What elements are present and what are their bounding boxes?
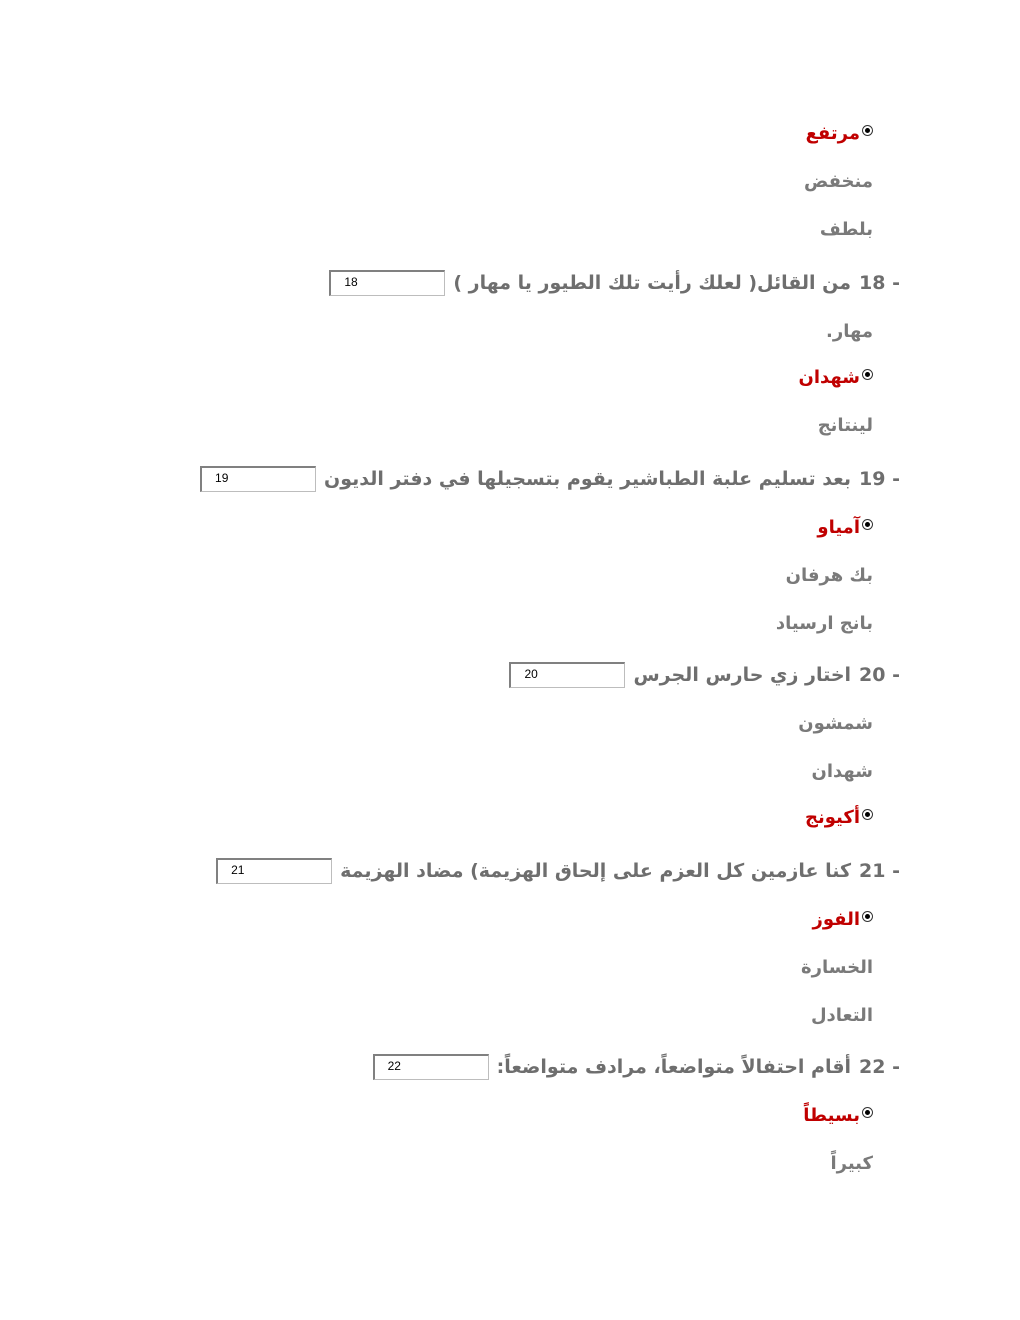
answer-option[interactable] <box>776 608 873 638</box>
option-label: لينتانج <box>817 414 873 436</box>
radio-dot-icon <box>865 914 870 919</box>
option-label: الخسارة <box>801 956 873 978</box>
question-number: 20 - <box>859 664 900 686</box>
answer-option[interactable] <box>806 118 873 148</box>
question-number: 18 - <box>859 272 900 294</box>
question-row <box>200 464 900 494</box>
option-label: بلطف <box>819 218 873 240</box>
radio-dot-icon <box>865 1110 870 1115</box>
option-label: مهار. <box>826 320 873 342</box>
question-row <box>509 660 900 690</box>
option-label: بانج ارسياد <box>775 612 873 634</box>
radio-selected-icon[interactable] <box>862 911 873 922</box>
answer-input[interactable]: 21 <box>216 858 332 884</box>
option-label: شهدان <box>811 760 873 782</box>
answer-option[interactable] <box>811 1000 873 1030</box>
option-label: مرتفع <box>805 122 860 144</box>
answer-option[interactable] <box>818 410 873 440</box>
option-label: بسيطاً <box>803 1104 860 1126</box>
option-label: أكيونج <box>804 806 860 828</box>
question-number: 21 - <box>859 860 900 882</box>
question-text: أقام احتفالاً متواضعاً، مرادف متواضعاً: <box>496 1056 852 1078</box>
radio-dot-icon <box>865 522 870 527</box>
answer-option[interactable] <box>801 952 873 982</box>
option-label: التعادل <box>810 1004 873 1026</box>
question-number: 19 - <box>859 468 900 490</box>
answer-option[interactable] <box>812 904 873 934</box>
answer-option[interactable] <box>820 214 873 244</box>
radio-selected-icon[interactable] <box>862 125 873 136</box>
question-text: كنا عازمين كل العزم على إلحاق الهزيمة) مضاد الهزيمة <box>340 860 852 882</box>
answer-option[interactable] <box>805 802 873 832</box>
answer-option[interactable] <box>786 560 873 590</box>
option-label: كبيراً <box>830 1152 873 1174</box>
option-label: آمياو <box>817 516 860 538</box>
answer-input[interactable]: 19 <box>200 466 316 492</box>
answer-input[interactable]: 22 <box>373 1054 489 1080</box>
answer-option[interactable] <box>811 756 873 786</box>
question-row <box>373 1052 900 1082</box>
radio-selected-icon[interactable] <box>862 519 873 530</box>
radio-selected-icon[interactable] <box>862 1107 873 1118</box>
radio-dot-icon <box>865 812 870 817</box>
answer-option[interactable] <box>826 316 873 346</box>
answer-input[interactable]: 18 <box>329 270 445 296</box>
radio-dot-icon <box>865 128 870 133</box>
answer-option[interactable] <box>830 1148 873 1178</box>
radio-selected-icon[interactable] <box>862 809 873 820</box>
answer-option[interactable] <box>803 1100 873 1130</box>
option-label: منخفض <box>804 170 873 192</box>
question-row <box>329 268 900 298</box>
answer-input[interactable]: 20 <box>509 662 625 688</box>
question-row <box>216 856 900 886</box>
option-label: شهدان <box>798 366 860 388</box>
question-text: من القائل( لعلك رأيت تلك الطيور يا مهار ) <box>453 272 852 294</box>
option-label: بك هرفان <box>785 564 873 586</box>
radio-dot-icon <box>865 372 870 377</box>
option-label: الفوز <box>812 908 860 930</box>
answer-option[interactable] <box>798 362 873 392</box>
question-number: 22 - <box>859 1056 900 1078</box>
answer-option[interactable] <box>817 512 873 542</box>
question-text: بعد تسليم علبة الطباشير يقوم بتسجيلها في دفتر الديون <box>324 468 852 490</box>
radio-selected-icon[interactable] <box>862 369 873 380</box>
answer-option[interactable] <box>804 166 873 196</box>
question-text: اختار زي حارس الجرس <box>633 664 852 686</box>
answer-option[interactable] <box>798 708 873 738</box>
option-label: شمشون <box>798 712 873 734</box>
